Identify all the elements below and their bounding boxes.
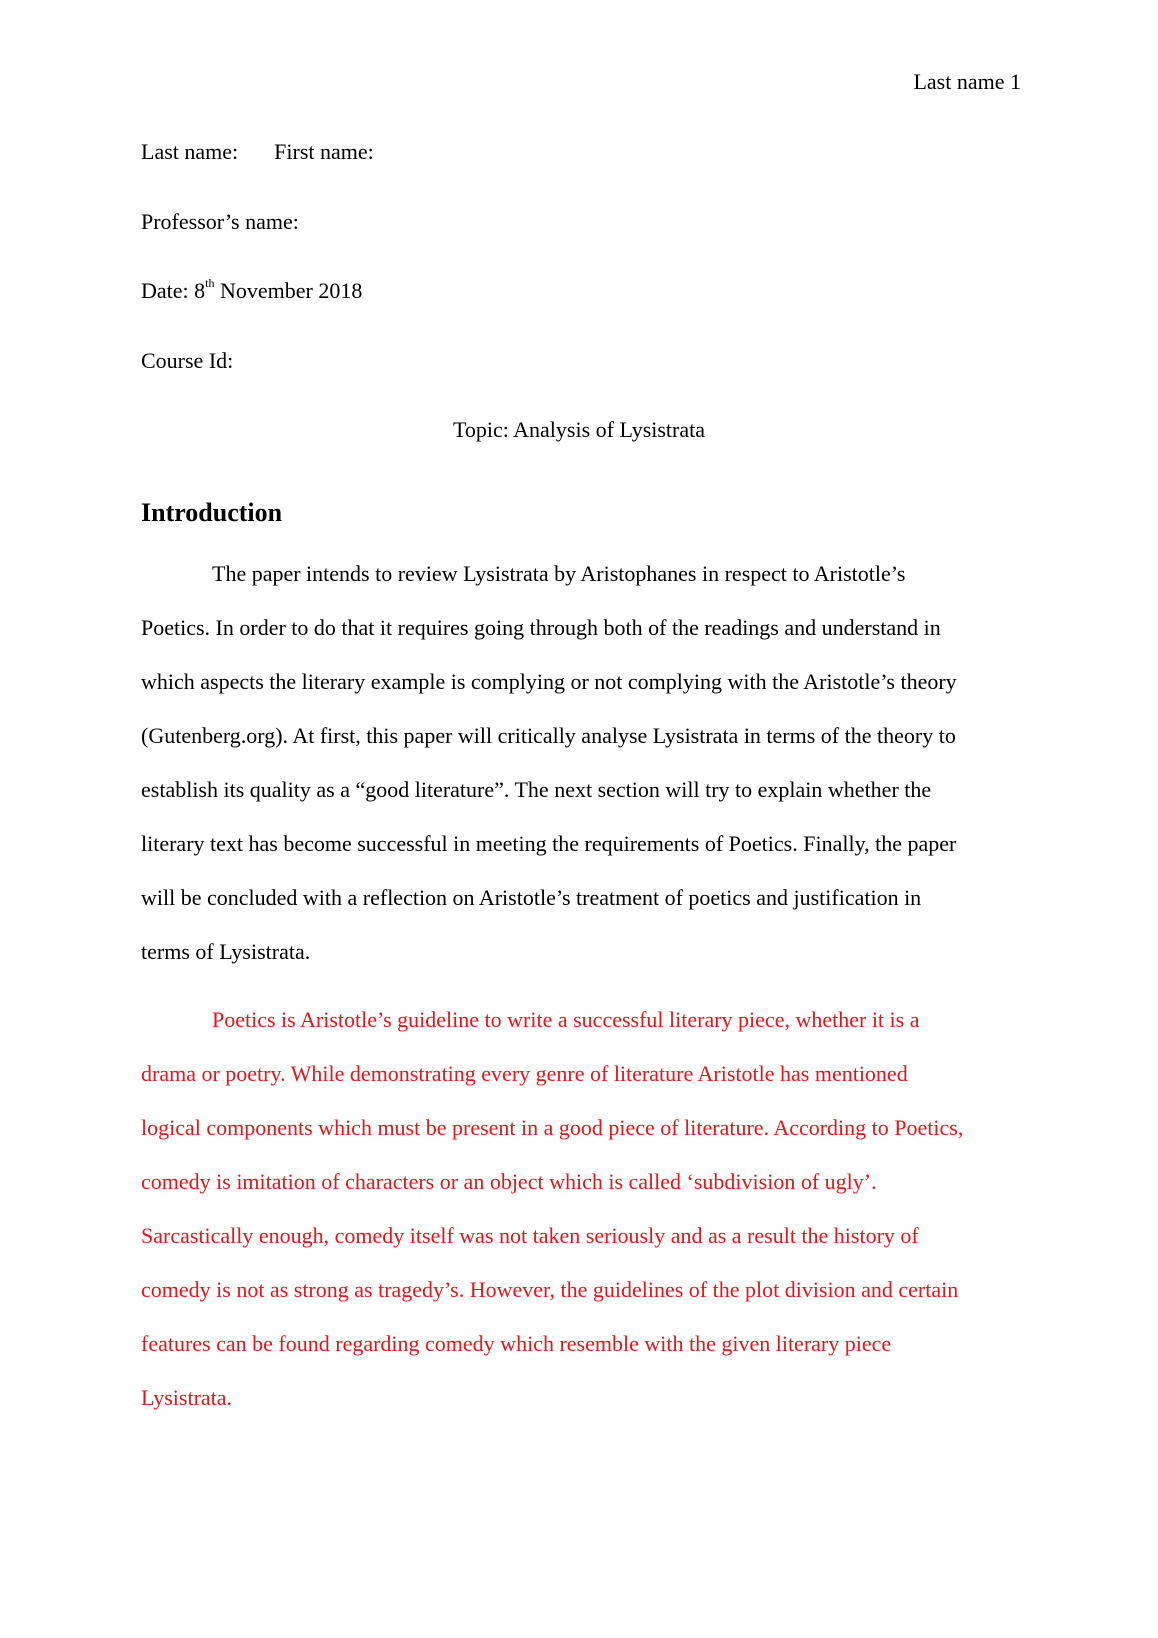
paragraph-line: comedy is not as strong as tragedy’s. However, the guidelines of the plot division and certain	[141, 1277, 959, 1302]
topic-title: Topic: Analysis of Lysistrata	[452, 417, 706, 442]
paragraph-line: (Gutenberg.org). At first, this paper will critically analyse Lysistrata in terms of the theory to	[141, 723, 956, 748]
paragraph-line: The paper intends to review Lysistrata by Aristophanes in respect to Aristotle’s	[212, 561, 906, 586]
paragraph-line: logical components which must be present in a good piece of literature. According to Poetics,	[141, 1115, 964, 1140]
paragraph-line: Poetics is Aristotle’s guideline to write a successful literary piece, whether it is a	[212, 1007, 920, 1032]
introduction-paragraph	[141, 560, 1021, 992]
paragraph-line: Poetics. In order to do that it requires going through both of the readings and understand in	[141, 615, 941, 640]
introduction-heading: Introduction	[141, 498, 283, 527]
paragraph-line: literary text has become successful in meeting the requirements of Poetics. Finally, the paper	[141, 831, 957, 856]
paragraph-line: Sarcastically enough, comedy itself was not taken seriously and as a result the history of	[141, 1223, 919, 1248]
professor-name-label: Professor’s name:	[141, 209, 299, 234]
course-id-label: Course Id:	[141, 348, 234, 373]
paragraph-line: features can be found regarding comedy which resemble with the given literary piece	[141, 1331, 892, 1356]
paragraph-line: Lysistrata.	[141, 1385, 233, 1410]
paragraph-line: terms of Lysistrata.	[141, 939, 311, 964]
date-suffix: November 2018	[214, 278, 363, 303]
date-line	[141, 277, 362, 305]
date-prefix: Date: 8	[141, 278, 206, 303]
running-head: Last name 1	[913, 69, 1021, 94]
paragraph-line: drama or poetry. While demonstrating every genre of literature Aristotle has mentioned	[141, 1061, 908, 1086]
paragraph-line: which aspects the literary example is complying or not complying with the Aristotle’s theory	[141, 669, 957, 694]
last-name-label: Last name:	[141, 139, 239, 164]
poetics-paragraph	[141, 1006, 1021, 1438]
paragraph-line: comedy is imitation of characters or an object which is called ‘subdivision of ugly’.	[141, 1169, 877, 1194]
paragraph-line: will be concluded with a reflection on Aristotle’s treatment of poetics and justification in	[141, 885, 922, 910]
date-superscript: th	[205, 275, 215, 290]
name-line	[141, 138, 374, 166]
first-name-label: First name:	[274, 139, 374, 164]
paragraph-line: establish its quality as a “good literature”. The next section will try to explain whether the	[141, 777, 932, 802]
